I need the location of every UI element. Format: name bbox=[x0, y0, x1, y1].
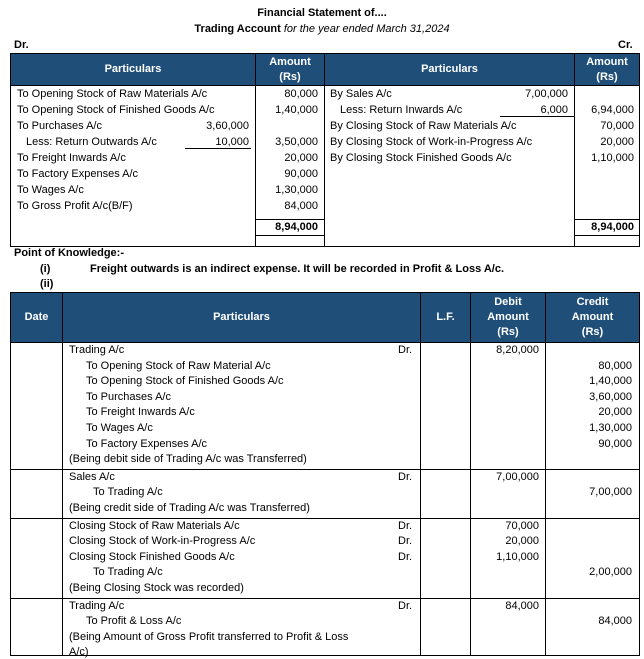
debit-total-rule-bottom bbox=[255, 235, 324, 236]
journal-column-rule bbox=[545, 292, 546, 656]
debit-amount: 84,000 bbox=[505, 599, 539, 612]
credit-amount: 1,30,000 bbox=[589, 422, 632, 434]
debit-row-label: To Gross Profit A/c(B/F) bbox=[17, 200, 133, 212]
credit-row-label: By Closing Stock Finished Goods A/c bbox=[330, 152, 512, 164]
debit-row-label: To Wages A/c bbox=[17, 184, 84, 196]
journal-line-text: Trading A/c bbox=[69, 599, 125, 612]
lf-header: L.F. bbox=[421, 293, 470, 342]
credit-particulars-header: Particulars bbox=[325, 54, 574, 85]
journal-line-text: Sales A/c bbox=[69, 470, 115, 483]
credit-amount: 1,40,000 bbox=[589, 375, 632, 388]
subtotal-rule bbox=[500, 116, 574, 117]
dr-marker: Dr. bbox=[398, 519, 413, 532]
debit-amount-header: Debit Amount (Rs) bbox=[471, 293, 545, 342]
journal-column-rule bbox=[62, 292, 63, 656]
credit-row-amount: 6,94,000 bbox=[591, 104, 634, 116]
debit-amount-header: Amount (Rs) bbox=[256, 54, 324, 85]
subtotal-rule bbox=[185, 148, 251, 149]
knowledge-text-1: Freight outwards is an indirect expense. It will be recorded in Profit & Loss A/c. bbox=[90, 263, 505, 275]
statement-title: Financial Statement of.... bbox=[257, 7, 387, 19]
journal-line-text: (Being Closing Stock was recorded) bbox=[69, 582, 244, 594]
debit-total: 8,94,000 bbox=[275, 221, 318, 233]
debit-amount: 7,00,000 bbox=[496, 470, 539, 483]
credit-amount-header: Amount (Rs) bbox=[575, 54, 639, 85]
dr-marker: Dr. bbox=[398, 550, 413, 563]
subtitle-rest: for the year ended March 31,2024 bbox=[280, 23, 450, 35]
debit-row-amount: 90,000 bbox=[284, 168, 318, 180]
dr-marker: Dr. bbox=[398, 470, 413, 483]
journal-line-text: Closing Stock Finished Goods A/c bbox=[69, 550, 235, 563]
header-rule bbox=[10, 85, 640, 86]
journal-line-text: (Being debit side of Trading A/c was Transferred) bbox=[69, 453, 307, 466]
credit-row-label: Less: Return Inwards A/c bbox=[340, 104, 463, 116]
debit-row-amount: 20,000 bbox=[284, 152, 318, 164]
journal-line-text: To Freight Inwards A/c bbox=[86, 406, 195, 419]
journal-line-text: To Profit & Loss A/c bbox=[86, 615, 182, 628]
debit-row-label: To Freight Inwards A/c bbox=[17, 152, 126, 164]
credit-amount: 2,00,000 bbox=[589, 566, 632, 579]
debit-row-label: To Purchases A/c bbox=[17, 120, 102, 132]
cr-label: Cr. bbox=[618, 39, 633, 51]
date-header: Date bbox=[11, 293, 62, 342]
journal-line-text: To Purchases A/c bbox=[86, 390, 171, 403]
knowledge-heading: Point of Knowledge:- bbox=[14, 247, 124, 259]
credit-row-amount: 20,000 bbox=[600, 136, 634, 148]
column-rule bbox=[574, 53, 575, 247]
credit-row-amount: 1,10,000 bbox=[591, 152, 634, 164]
debit-amount: 70,000 bbox=[505, 519, 539, 532]
debit-particulars-header: Particulars bbox=[11, 54, 255, 85]
credit-total: 8,94,000 bbox=[591, 221, 634, 233]
subtitle-main: Trading Account bbox=[194, 23, 281, 35]
credit-amount: 90,000 bbox=[598, 437, 632, 450]
credit-row-subamount: 6,000 bbox=[540, 104, 568, 116]
journal-line-text: To Opening Stock of Finished Goods A/c bbox=[86, 375, 284, 388]
statement-subtitle bbox=[0, 22, 644, 36]
journal-line-text: To Wages A/c bbox=[86, 422, 153, 434]
credit-amount: 3,60,000 bbox=[589, 390, 632, 403]
column-rule bbox=[324, 53, 325, 247]
credit-row-subamount: 7,00,000 bbox=[525, 88, 568, 100]
journal-line-text: Closing Stock of Raw Materials A/c bbox=[69, 519, 240, 532]
column-rule bbox=[255, 53, 256, 247]
journal-line-text: To Trading A/c bbox=[93, 566, 163, 579]
debit-row-label: To Opening Stock of Finished Goods A/c bbox=[17, 104, 215, 116]
dr-marker: Dr. bbox=[398, 344, 413, 356]
debit-row-label: Less: Return Outwards A/c bbox=[26, 136, 157, 148]
journal-line-text: Trading A/c bbox=[69, 344, 125, 356]
debit-row-subamount: 10,000 bbox=[215, 136, 249, 148]
journal-line-text: A/c) bbox=[69, 646, 89, 659]
journal-column-rule bbox=[420, 292, 421, 656]
journal-line-text: To Trading A/c bbox=[93, 486, 163, 499]
debit-row-amount: 3,50,000 bbox=[275, 136, 318, 148]
credit-amount-header: Credit Amount (Rs) bbox=[546, 293, 639, 342]
credit-row-label: By Closing Stock of Work-in-Progress A/c bbox=[330, 136, 533, 148]
debit-amount: 20,000 bbox=[505, 535, 539, 548]
journal-line-text: To Factory Expenses A/c bbox=[86, 437, 208, 450]
journal-line-text: Closing Stock of Work-in-Progress A/c bbox=[69, 535, 256, 548]
journal-line-text: To Opening Stock of Raw Material A/c bbox=[86, 359, 271, 372]
knowledge-num-1: (i) bbox=[40, 263, 51, 275]
journal-line-text: (Being Amount of Gross Profit transferred to Profit & Loss bbox=[69, 630, 349, 643]
credit-amount: 7,00,000 bbox=[589, 486, 632, 499]
dr-marker: Dr. bbox=[398, 535, 413, 548]
credit-amount: 80,000 bbox=[598, 359, 632, 372]
journal-line-text: (Being credit side of Trading A/c was Transferred) bbox=[69, 502, 310, 514]
dr-label: Dr. bbox=[14, 39, 29, 51]
credit-amount: 20,000 bbox=[598, 406, 632, 419]
knowledge-num-2: (ii) bbox=[40, 278, 54, 290]
dr-marker: Dr. bbox=[398, 599, 413, 612]
credit-total-rule-bottom bbox=[574, 235, 640, 236]
debit-row-subamount: 3,60,000 bbox=[206, 120, 249, 132]
debit-row-amount: 1,30,000 bbox=[275, 184, 318, 196]
credit-row-amount: 70,000 bbox=[600, 120, 634, 132]
journal-particulars-header: Particulars bbox=[63, 293, 420, 342]
debit-row-amount: 84,000 bbox=[284, 200, 318, 212]
debit-row-amount: 1,40,000 bbox=[275, 104, 318, 116]
debit-amount: 8,20,000 bbox=[496, 344, 539, 356]
debit-row-label: To Opening Stock of Raw Materials A/c bbox=[17, 88, 208, 100]
debit-row-amount: 80,000 bbox=[284, 88, 318, 100]
credit-row-label: By Sales A/c bbox=[330, 88, 392, 100]
debit-row-label: To Factory Expenses A/c bbox=[17, 168, 139, 180]
debit-amount: 1,10,000 bbox=[496, 550, 539, 563]
credit-row-label: By Closing Stock of Raw Materials A/c bbox=[330, 120, 517, 132]
credit-amount: 84,000 bbox=[598, 615, 632, 628]
